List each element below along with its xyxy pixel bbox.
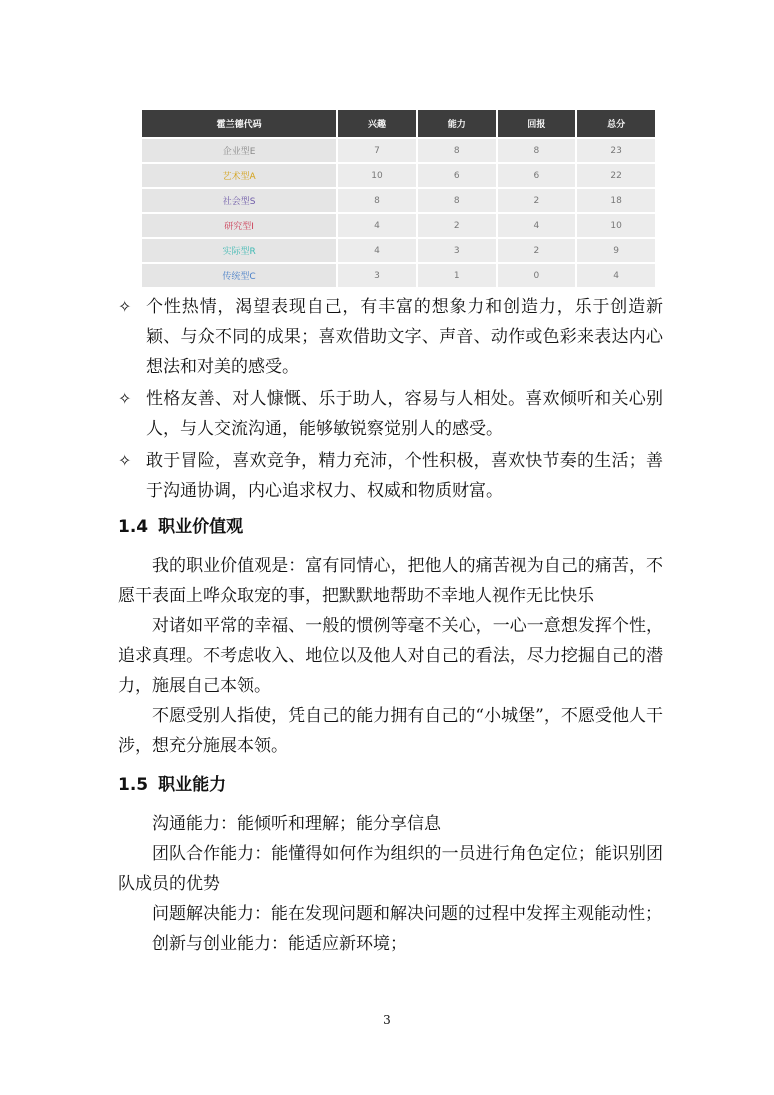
score-cell: 10 <box>577 214 655 237</box>
score-cell: 10 <box>338 164 416 187</box>
trait-bullet-list <box>118 292 663 508</box>
paragraph: 团队合作能力：能懂得如何作为组织的一员进行角色定位；能识别团队成员的优势 <box>118 844 663 894</box>
score-cell: 8 <box>338 189 416 212</box>
paragraph: 创新与创业能力：能适应新环境； <box>152 934 407 954</box>
score-cell: 8 <box>418 189 496 212</box>
holland-type-cell: 企业型E <box>142 139 336 162</box>
page-number: 3 <box>383 1013 391 1027</box>
score-cell: 6 <box>418 164 496 187</box>
list-item <box>118 384 663 444</box>
table-row <box>142 164 655 187</box>
bullet-text: 性格友善、对人慷慨、乐于助人，容易与人相处。喜欢倾听和关心别人，与人交流沟通，能够敏锐察觉别人的感受。 <box>146 389 663 439</box>
table-row <box>142 239 655 262</box>
table-row <box>142 264 655 287</box>
table-row <box>142 139 655 162</box>
section-heading-career-values <box>118 512 243 537</box>
career-abilities-body <box>118 809 663 959</box>
list-item <box>118 292 663 382</box>
score-cell: 4 <box>498 214 576 237</box>
paragraph: 我的职业价值观是：富有同情心，把他人的痛苦视为自己的痛苦，不愿干表面上哗众取宠的事，把默默地帮助不幸地人视作无比快乐 <box>118 556 663 606</box>
header-ability: 能力 <box>418 110 496 137</box>
header-holland-code: 霍兰德代码 <box>142 110 336 137</box>
header-interest: 兴趣 <box>338 110 416 137</box>
table-header-row <box>142 110 655 137</box>
section-title: 职业能力 <box>158 775 227 795</box>
score-cell: 0 <box>498 264 576 287</box>
score-cell: 6 <box>498 164 576 187</box>
score-cell: 8 <box>498 139 576 162</box>
diamond-star-icon: ✧ <box>118 389 132 408</box>
score-cell: 4 <box>338 239 416 262</box>
section-title: 职业价值观 <box>158 517 244 537</box>
header-reward: 回报 <box>498 110 576 137</box>
holland-type-cell: 研究型I <box>142 214 336 237</box>
score-cell: 2 <box>498 239 576 262</box>
score-cell: 2 <box>498 189 576 212</box>
score-cell: 2 <box>418 214 496 237</box>
holland-type-cell: 实际型R <box>142 239 336 262</box>
holland-type-cell: 社会型S <box>142 189 336 212</box>
score-cell: 1 <box>418 264 496 287</box>
holland-type-cell: 传统型C <box>142 264 336 287</box>
section-number: 1.5 <box>118 775 149 795</box>
diamond-star-icon: ✧ <box>118 451 132 470</box>
diamond-star-icon: ✧ <box>118 297 132 316</box>
section-number: 1.4 <box>118 517 149 537</box>
paragraph: 沟通能力：能倾听和理解；能分享信息 <box>152 814 441 834</box>
holland-code-table <box>140 108 657 289</box>
career-values-body <box>118 551 663 761</box>
score-cell: 23 <box>577 139 655 162</box>
score-cell: 3 <box>418 239 496 262</box>
section-heading-career-abilities <box>118 770 226 795</box>
score-cell: 4 <box>338 214 416 237</box>
list-item <box>118 446 663 506</box>
score-cell: 9 <box>577 239 655 262</box>
header-total: 总分 <box>577 110 655 137</box>
score-cell: 22 <box>577 164 655 187</box>
paragraph: 不愿受别人指使，凭自己的能力拥有自己的“小城堡”，不愿受他人干涉，想充分施展本领。 <box>118 706 663 756</box>
paragraph: 问题解决能力：能在发现问题和解决问题的过程中发挥主观能动性； <box>152 904 662 924</box>
score-cell: 3 <box>338 264 416 287</box>
paragraph: 对诸如平常的幸福、一般的惯例等毫不关心，一心一意想发挥个性，追求真理。不考虑收入、地位以及他人对自己的看法，尽力挖掘自己的潜力，施展自己本领。 <box>118 616 663 696</box>
bullet-text: 敢于冒险，喜欢竞争，精力充沛，个性积极，喜欢快节奏的生活；善于沟通协调，内心追求权力、权威和物质财富。 <box>146 451 663 501</box>
score-cell: 7 <box>338 139 416 162</box>
holland-type-cell: 艺术型A <box>142 164 336 187</box>
table-row <box>142 214 655 237</box>
score-cell: 8 <box>418 139 496 162</box>
score-cell: 18 <box>577 189 655 212</box>
table-row <box>142 189 655 212</box>
score-cell: 4 <box>577 264 655 287</box>
bullet-text: 个性热情，渴望表现自己，有丰富的想象力和创造力，乐于创造新颖、与众不同的成果；喜欢借助文字、声音、动作或色彩来表达内心想法和对美的感受。 <box>146 297 663 377</box>
